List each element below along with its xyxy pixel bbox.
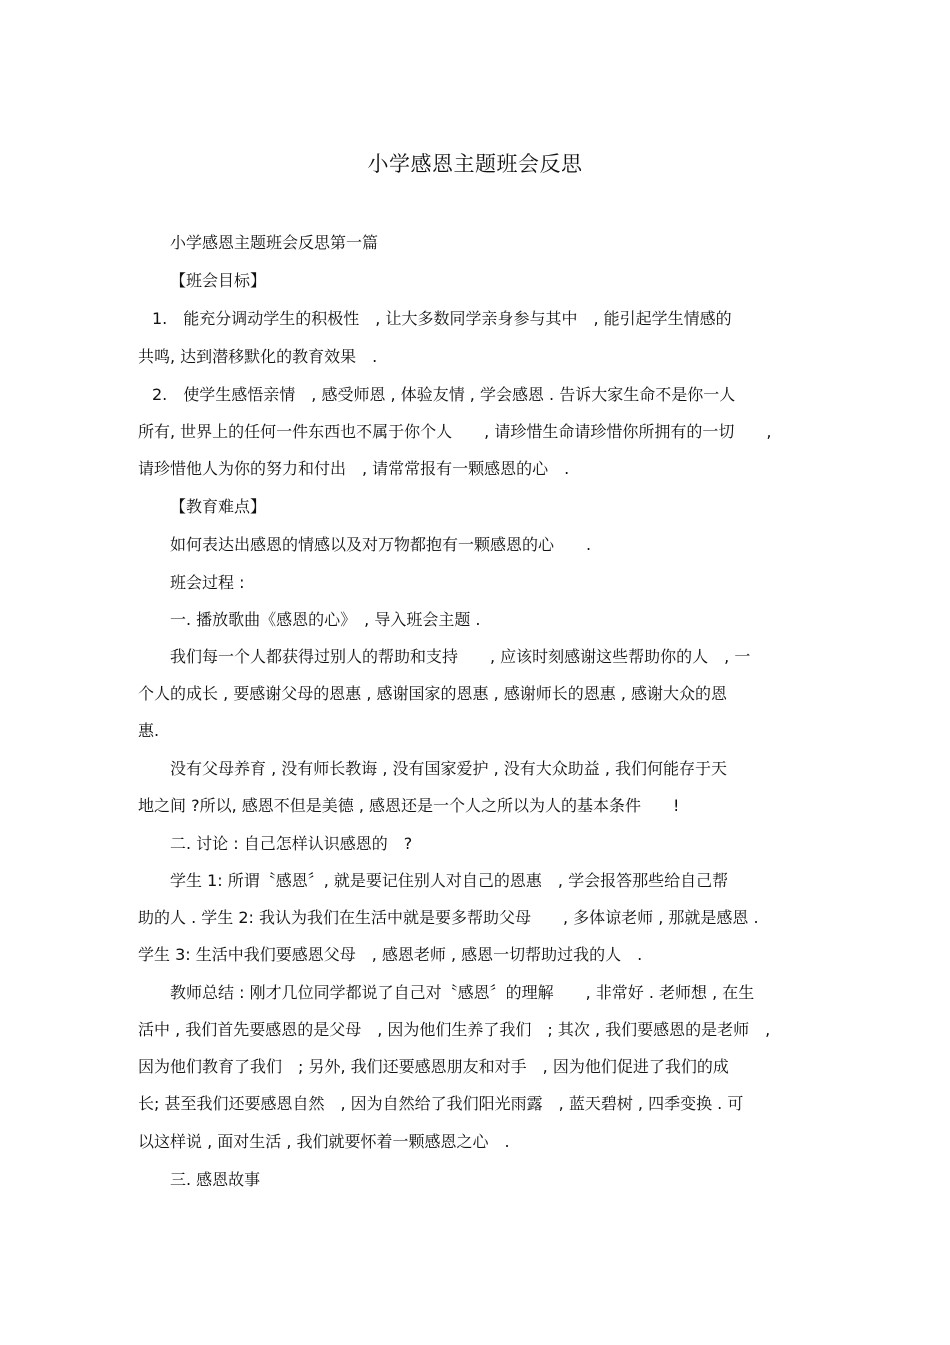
paragraph-line: 长; 甚至我们还要感恩自然 , 因为自然给了我们阳光雨露 , 蓝天碧树 , 四季变换 . 可	[138, 1094, 744, 1113]
paragraph-line: 我们每一个人都获得过别人的帮助和支持 , 应该时刻感谢这些帮助你的人 , 一	[170, 647, 751, 666]
paragraph-line: 共鸣, 达到潜移默化的教育效果 .	[138, 347, 378, 366]
paragraph-line: 所有, 世界上的任何一件东西也不属于你个人 , 请珍惜生命请珍惜你所拥有的一切 ,	[138, 422, 772, 441]
subheading-goals: 【班会目标】	[170, 271, 267, 290]
paragraph-line: 教师总结 : 刚才几位同学都说了自己对〝感恩〞的理解 , 非常好 . 老师想 , 在生	[170, 983, 755, 1002]
paragraph-line: 活中 , 我们首先要感恩的是父母 , 因为他们生养了我们 ; 其次 , 我们要感恩的是老师 ,	[138, 1020, 771, 1039]
paragraph-line: 个人的成长 , 要感谢父母的恩惠 , 感谢国家的恩惠 , 感谢师长的恩惠 , 感谢大众的恩	[138, 684, 728, 703]
paragraph-line: 1. 能充分调动学生的积极性 , 让大多数同学亲身参与其中 , 能引起学生情感的	[152, 309, 732, 328]
subheading-difficulty: 【教育难点】	[170, 497, 267, 516]
paragraph-line: 因为他们教育了我们 ; 另外, 我们还要感恩朋友和对手 , 因为他们促进了我们的成	[138, 1057, 729, 1076]
paragraph-line: 班会过程 :	[170, 573, 245, 592]
paragraph-line: 惠.	[138, 721, 160, 740]
paragraph-line: 二. 讨论 : 自己怎样认识感恩的 ?	[170, 834, 413, 853]
paragraph-line: 一. 播放歌曲《感恩的心》 , 导入班会主题 .	[170, 610, 481, 629]
paragraph-line: 以这样说 , 面对生活 , 我们就要怀着一颗感恩之心 .	[138, 1132, 510, 1151]
paragraph-line: 助的人 . 学生 2: 我认为我们在生活中就是要多帮助父母 , 多体谅老师 , 那就是感恩 .	[138, 908, 759, 927]
paragraph-line: 三. 感恩故事	[170, 1170, 261, 1189]
paragraph-line: 学生 3: 生活中我们要感恩父母 , 感恩老师 , 感恩一切帮助过我的人 .	[138, 945, 643, 964]
paragraph-line: 2. 使学生感悟亲情 , 感受师恩 , 体验友情 , 学会感恩 . 告诉大家生命不是你一人	[152, 385, 736, 404]
page-title: 小学感恩主题班会反思	[367, 152, 583, 176]
section-heading: 小学感恩主题班会反思第一篇	[170, 233, 379, 252]
paragraph-line: 请珍惜他人为你的努力和付出 , 请常常报有一颗感恩的心 .	[138, 459, 570, 478]
paragraph-line: 没有父母养育 , 没有师长教诲 , 没有国家爱护 , 没有大众助益 , 我们何能存于天	[170, 759, 728, 778]
paragraph-line: 地之间 ?所以, 感恩不但是美德 , 感恩还是一个人之所以为人的基本条件 !	[138, 796, 680, 815]
paragraph-line: 学生 1: 所谓〝感恩〞, 就是要记住别人对自己的恩惠 , 学会报答那些给自己帮	[170, 871, 729, 890]
paragraph-line: 如何表达出感恩的情感以及对万物都抱有一颗感恩的心 .	[170, 535, 592, 554]
